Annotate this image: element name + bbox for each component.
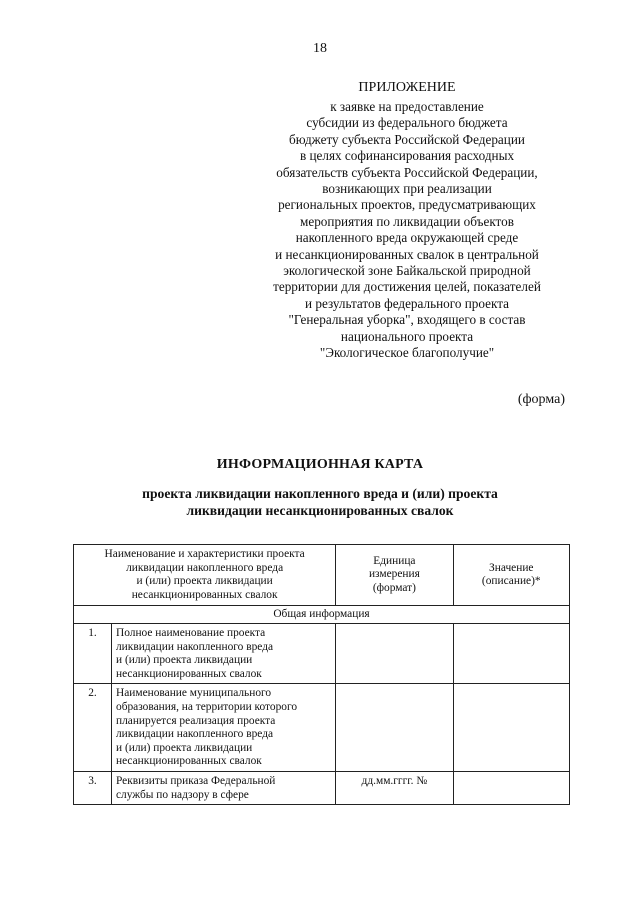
table-row [74,771,570,804]
appendix-line: мероприятия по ликвидации объектов [300,213,514,229]
appendix-line: к заявке на предоставление [330,99,484,114]
row-label: Реквизиты приказа Федеральной службы по надзору в сфере [116,774,276,801]
form-note: (форма) [517,392,565,407]
row-number: 3. [74,772,112,804]
table-row [74,623,570,683]
appendix-line: экологической зоне Байкальской природной [283,263,531,279]
row-characteristic-cell [74,623,336,683]
appendix-line: и результатов федерального проекта [305,295,509,311]
row-number: 2. [74,684,112,771]
document-subtitle [100,485,540,519]
row-unit-cell: дд.мм.гггг. № [336,771,453,804]
row-number: 1. [74,624,112,683]
info-card-table [73,544,570,805]
appendix-line: субсидии из федерального бюджета [306,115,508,131]
row-unit-cell [336,684,453,772]
appendix-line: возникающих при реализации [322,181,492,197]
header-characteristics: Наименование и характеристики проекта ликвидации накопленного вреда и (или) проекта ликвидации несанкционированных свалок [74,545,336,606]
appendix-line: территории для достижения целей, показателей [273,279,541,295]
row-label: Полное наименование проекта ликвидации накопленного вреда и (или) проекта ликвидации несанкционированных свалок [116,626,274,680]
appendix-line: обязательств субъекта Российской Федерации, [276,164,538,180]
section-row [74,606,570,624]
row-label: Наименование муниципального образования, на территории которого планируется реализация проекта ликвидации накопленного вреда и (или) проекта ликвидации несанкционированных свалок [116,687,298,768]
appendix-line: региональных проектов, предусматривающих [278,197,536,213]
row-value-cell [453,623,569,683]
row-characteristic-cell [74,684,336,772]
table-header-row [74,545,570,606]
header-value: Значение (описание)* [453,545,569,606]
appendix-line: в целях софинансирования расходных [299,148,515,164]
appendix-text [246,99,568,362]
table-row [74,684,570,772]
document-title: ИНФОРМАЦИОННАЯ КАРТА [216,457,424,472]
subtitle-line: проекта ликвидации накопленного вреда и (или) проекта [142,486,498,501]
appendix-line: накопленного вреда окружающей среде [295,230,519,246]
appendix-line: "Генеральная уборка", входящего в состав [288,312,526,328]
subtitle-line: ликвидации несанкционированных свалок [186,503,454,518]
appendix-line: и несанкционированных свалок в центральной [275,246,539,262]
appendix-block [246,79,568,362]
row-value-cell [453,684,569,772]
appendix-line: бюджету субъекта Российской Федерации [289,131,525,147]
page-number: 18 [313,41,327,56]
header-unit: Единица измерения (формат) [336,545,453,606]
row-value-cell [453,771,569,804]
row-characteristic-cell [74,771,336,804]
section-title: Общая информация [74,606,570,624]
appendix-line: "Экологическое благополучие" [319,345,495,361]
appendix-title: ПРИЛОЖЕНИЕ [358,80,456,95]
row-unit-cell [336,623,453,683]
appendix-line: национального проекта [340,328,474,344]
